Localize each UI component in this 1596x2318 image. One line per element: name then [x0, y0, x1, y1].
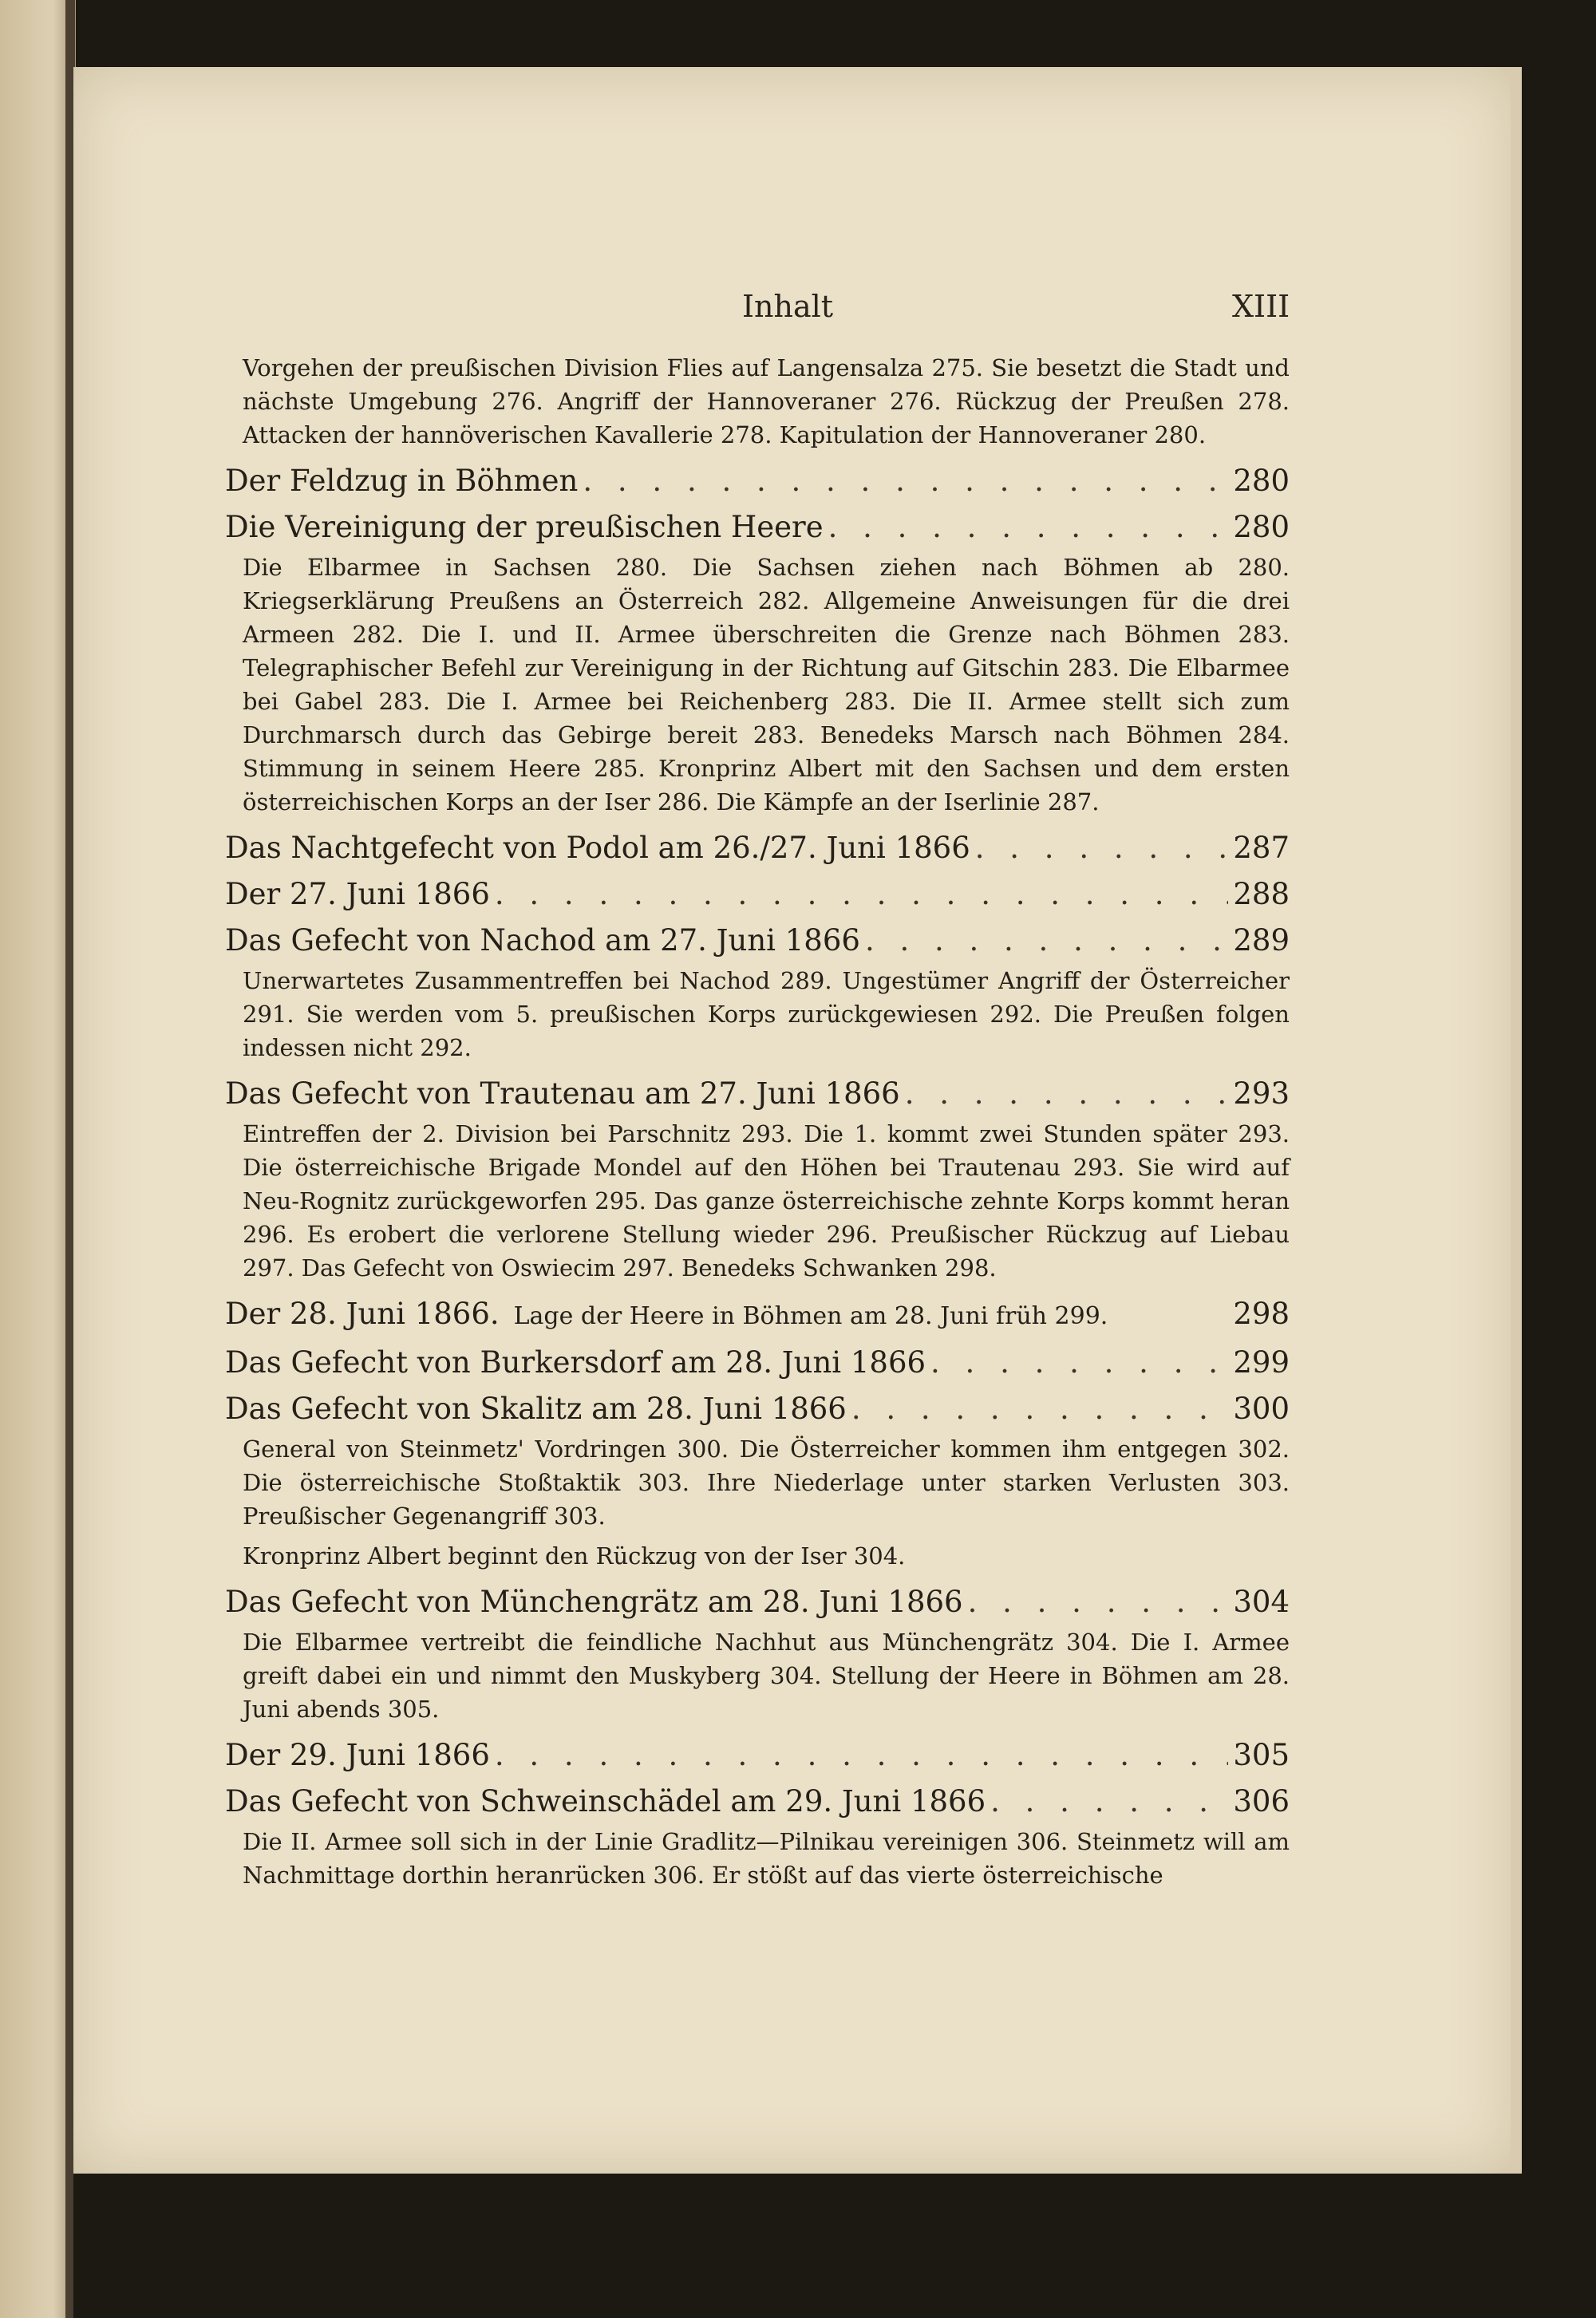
- toc-leader-dots: [968, 1579, 1229, 1625]
- toc-summary-paragraph: Die Elbarmee vertreibt die feindliche Nachhut aus Münchengrätz 304. Die I. Armee greift dabei ein und nimmt den Muskyberg 304. Stellung der Heere in Böhmen am 28. Juni abends 305.: [243, 1629, 1290, 1723]
- toc-entry-title: Das Gefecht von Burkersdorf am 28. Juni 1866: [225, 1345, 926, 1380]
- toc-entry-title: Das Nachtgefecht von Podol am 26./27. Juni 1866: [225, 831, 970, 865]
- scan-left-margin: [0, 0, 76, 2318]
- toc-entry-title: Das Gefecht von Skalitz am 28. Juni 1866: [225, 1392, 847, 1426]
- toc-leader-dots: [990, 1779, 1228, 1825]
- toc-entry: [225, 825, 1290, 871]
- toc-entry: [225, 1579, 1290, 1625]
- toc-leader-dots: [865, 918, 1228, 964]
- toc-entry: [225, 1386, 1290, 1432]
- header-page-number: XIII: [1232, 289, 1290, 324]
- toc-entry-page: 305: [1233, 1738, 1290, 1772]
- toc-leader-dots: [495, 1732, 1229, 1779]
- toc-entry: [225, 1732, 1290, 1779]
- toc-leader-dots: [905, 1071, 1229, 1117]
- page-edge: [1511, 67, 1522, 2174]
- toc-entry-title: Das Gefecht von Nachod am 27. Juni 1866: [225, 923, 860, 958]
- toc-entry-title: Der Feldzug in Böhmen: [225, 464, 579, 498]
- toc-leader-dots: [851, 1386, 1229, 1432]
- toc-entry-page: 287: [1233, 831, 1290, 865]
- toc-entry-page: 280: [1233, 464, 1290, 498]
- toc-content: [225, 351, 1290, 1898]
- toc-entry: [225, 918, 1290, 964]
- toc-summary-paragraph: Vorgehen der preußischen Division Flies auf Langensalza 275. Sie besetzt die Stadt und nächste Umgebung 276. Angriff der Hannoveraner 276. Rückzug der Preußen 278. Attacken der hannöverischen Kavallerie 278. Kapitulation der Hannoveraner 280.: [243, 354, 1290, 448]
- toc-summary-paragraph: Unerwartetes Zusammentreffen bei Nachod 289. Ungestümer Angriff der Österreicher 291. Sie werden vom 5. preußischen Korps zurückgewiesen 292. Die Preußen folgen indessen nicht 292.: [243, 967, 1290, 1061]
- toc-entry-title: Der 29. Juni 1866: [225, 1738, 490, 1772]
- toc-entry-page: 289: [1233, 923, 1290, 958]
- toc-entry: [225, 871, 1290, 918]
- toc-entry-page: 299: [1233, 1345, 1290, 1380]
- toc-entry-title: Der 28. Juni 1866.: [225, 1297, 500, 1331]
- toc-summary-paragraph: Kronprinz Albert beginnt den Rückzug von der Iser 304.: [243, 1542, 906, 1570]
- toc-summary-paragraph: Eintreffen der 2. Division bei Parschnitz 293. Die 1. kommt zwei Stunden später 293. Die österreichische Brigade Mondel auf den Höhen bei Trautenau 293. Sie wird auf Neu-Rognitz zurückgeworfen 295. Das ganze österreichische zehnte Korps kommt heran 296. Es erobert die verlorene Stellung wieder 296. Preußischer Rückzug auf Liebau 297. Das Gefecht von Oswiecim 297. Benedeks Schwanken 298.: [243, 1120, 1290, 1281]
- toc-entry: [225, 1291, 1290, 1340]
- toc-entry-title: Die Vereinigung der preußischen Heere: [225, 510, 824, 544]
- toc-entry: [225, 1340, 1290, 1386]
- toc-entry-page: 300: [1233, 1392, 1290, 1426]
- toc-entry-page: 293: [1233, 1076, 1290, 1111]
- toc-entry-title: Das Gefecht von Trautenau am 27. Juni 1866: [225, 1076, 900, 1111]
- toc-entry-page: 280: [1233, 510, 1290, 544]
- toc-summary-paragraph: Die II. Armee soll sich in der Linie Gradlitz—Pilnikau vereinigen 306. Steinmetz will am Nachmittage dorthin heranrücken 306. Er stößt auf das vierte österreichische: [243, 1828, 1290, 1889]
- book-page: [73, 67, 1516, 2174]
- toc-entry: [225, 1071, 1290, 1117]
- toc-entry-title: Das Gefecht von Schweinschädel am 29. Juni 1866: [225, 1784, 986, 1818]
- toc-entry: [225, 1779, 1290, 1825]
- toc-entry: [225, 458, 1290, 504]
- toc-leader-dots: [930, 1340, 1228, 1386]
- toc-leader-dots: [583, 458, 1228, 504]
- toc-entry-page: 306: [1233, 1784, 1290, 1818]
- toc-entry-page: 288: [1233, 877, 1290, 911]
- scan-background: [73, 2174, 1526, 2318]
- toc-entry-page: 304: [1233, 1585, 1290, 1619]
- toc-entry-summary: Lage der Heere in Böhmen am 28. Juni früh 299.: [513, 1302, 1108, 1330]
- toc-leader-dots: [975, 825, 1229, 871]
- toc-summary-paragraph: General von Steinmetz' Vordringen 300. Die Österreicher kommen ihm entgegen 302. Die österreichische Stoßtaktik 303. Ihre Niederlage unter starken Verlusten 303. Preußischer Gegenangriff 303.: [243, 1435, 1290, 1530]
- toc-entry: [225, 504, 1290, 551]
- toc-leader-dots: [495, 871, 1229, 918]
- toc-entry-page: 298: [1233, 1297, 1290, 1331]
- running-header: [73, 289, 1516, 337]
- header-title: Inhalt: [742, 289, 834, 324]
- toc-summary-paragraph: Die Elbarmee in Sachsen 280. Die Sachsen ziehen nach Böhmen ab 280. Kriegserklärung Preußens an Österreich 282. Allgemeine Anweisungen für die drei Armeen 282. Die I. und II. Armee überschreiten die Grenze nach Böhmen 283. Telegraphischer Befehl zur Vereinigung in der Richtung auf Gitschin 283. Die Elbarmee bei Gabel 283. Die I. Armee bei Reichenberg 283. Die II. Armee stellt sich zum Durchmarsch durch das Gebirge bereit 283. Benedeks Marsch nach Böhmen 284. Stimmung in seinem Heere 285. Kronprinz Albert mit den Sachsen und dem ersten österreichischen Korps an der Iser 286. Die Kämpfe an der Iserlinie 287.: [243, 554, 1290, 815]
- toc-leader-dots: [828, 504, 1229, 551]
- toc-entry-title: Das Gefecht von Münchengrätz am 28. Juni 1866: [225, 1585, 963, 1619]
- toc-entry-title: Der 27. Juni 1866: [225, 877, 490, 911]
